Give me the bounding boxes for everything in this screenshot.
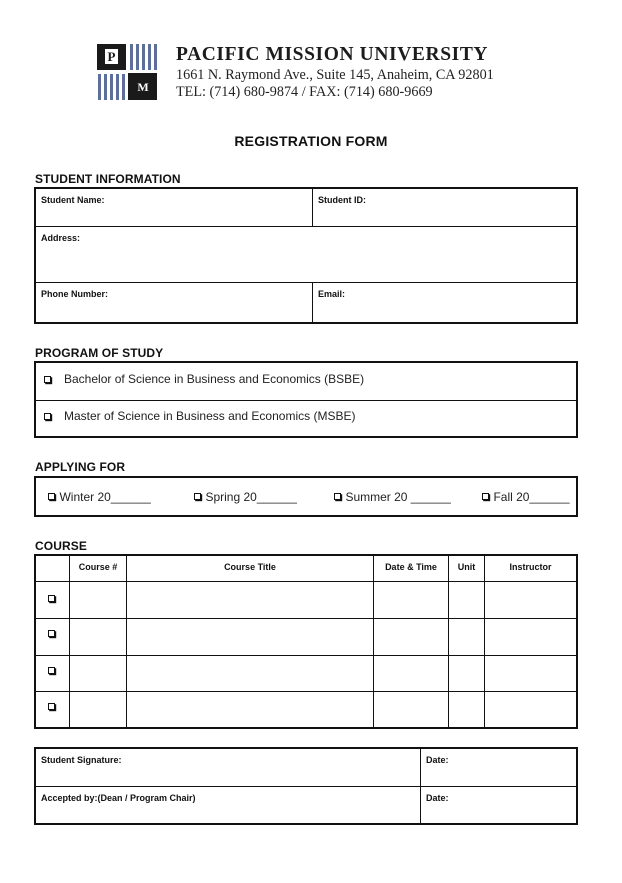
form-title: REGISTRATION FORM: [234, 133, 388, 149]
university-name: PACIFIC MISSION UNIVERSITY: [176, 44, 489, 65]
table-row: [36, 692, 576, 727]
date-label: Date:: [426, 793, 449, 803]
checkbox-icon[interactable]: [44, 413, 51, 420]
phone-number-label: Phone Number:: [41, 289, 109, 299]
course-title: COURSE: [35, 539, 87, 553]
term-spring[interactable]: [194, 488, 297, 506]
university-address: 1661 N. Raymond Ave., Suite 145, Anaheim, CA 92801: [176, 67, 494, 83]
address-field[interactable]: [36, 227, 576, 282]
checkbox-icon[interactable]: [44, 376, 51, 383]
accepted-by-label: Accepted by:(Dean / Program Chair): [41, 793, 196, 803]
applying-box: [34, 476, 578, 517]
university-phone: TEL: (714) 680-9874 / FAX: (714) 680-9669: [176, 84, 433, 100]
student-id-field[interactable]: [313, 189, 576, 226]
term-summer[interactable]: [334, 488, 451, 506]
checkbox-icon[interactable]: [48, 703, 55, 710]
university-logo: [97, 44, 157, 100]
col-header-date-time: Date & Time: [385, 562, 437, 572]
student-name-label: Student Name:: [41, 195, 105, 205]
phone-number-field[interactable]: [36, 283, 312, 322]
col-header-instructor: Instructor: [509, 562, 552, 572]
address-label: Address:: [41, 233, 81, 243]
accepted-date-field[interactable]: [421, 787, 576, 823]
program-option-label: Bachelor of Science in Business and Economics (BSBE): [64, 372, 365, 386]
checkbox-icon[interactable]: [334, 493, 341, 500]
logo-letter-p: P: [107, 49, 116, 64]
checkbox-icon[interactable]: [48, 493, 55, 500]
program-box: [34, 361, 578, 438]
term-label: Spring 20______: [205, 490, 297, 504]
program-option-bsbe[interactable]: [36, 363, 576, 400]
table-row: [36, 582, 576, 618]
checkbox-icon[interactable]: [48, 630, 55, 637]
course-table: [34, 554, 578, 729]
col-header-course-number: Course #: [78, 562, 118, 572]
logo-letter-m: M: [137, 80, 149, 94]
col-header-unit: Unit: [457, 562, 476, 572]
term-label: Winter 20______: [59, 490, 151, 504]
term-fall[interactable]: [482, 488, 570, 506]
accepted-by-field[interactable]: [36, 787, 420, 823]
checkbox-icon[interactable]: [48, 667, 55, 674]
student-info-box: [34, 187, 578, 324]
email-label: Email:: [318, 289, 346, 299]
student-signature-field[interactable]: [36, 749, 420, 786]
program-option-msbe[interactable]: [36, 401, 576, 436]
term-label: Fall 20______: [493, 490, 570, 504]
student-id-label: Student ID:: [318, 195, 366, 205]
student-info-title: STUDENT INFORMATION: [35, 172, 181, 186]
student-signature-label: Student Signature:: [41, 755, 122, 765]
checkbox-icon[interactable]: [194, 493, 201, 500]
col-header-course-title: Course Title: [224, 562, 276, 572]
table-row: [36, 619, 576, 655]
applying-title: APPLYING FOR: [35, 460, 126, 474]
program-option-label: Master of Science in Business and Economics (MSBE): [64, 409, 356, 423]
email-field[interactable]: [313, 283, 576, 322]
program-title: PROGRAM OF STUDY: [35, 346, 164, 360]
student-name-field[interactable]: [36, 189, 312, 226]
checkbox-icon[interactable]: [48, 595, 55, 602]
signature-box: [34, 747, 578, 825]
signature-date-field[interactable]: [421, 749, 576, 786]
date-label: Date:: [426, 755, 449, 765]
table-row: [36, 656, 576, 691]
term-winter[interactable]: [48, 488, 151, 506]
checkbox-icon[interactable]: [482, 493, 489, 500]
term-label: Summer 20 ______: [345, 490, 451, 504]
